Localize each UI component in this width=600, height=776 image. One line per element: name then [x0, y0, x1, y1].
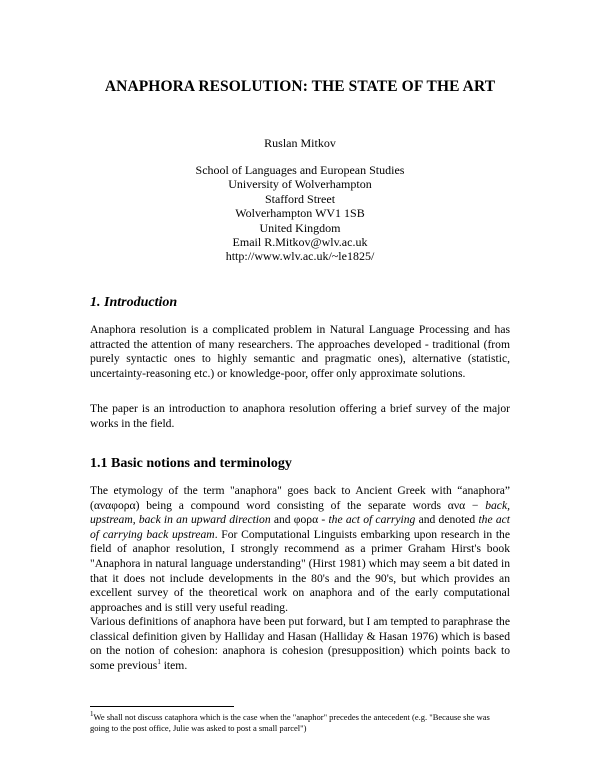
basic-notions-paragraph-1 — [90, 484, 510, 615]
italic-gloss-carrying: the act of carrying — [328, 513, 416, 527]
basic-notions-paragraph-2 — [90, 615, 510, 673]
text-run: and φορα - — [270, 513, 329, 527]
introduction-paragraph-2: The paper is an introduction to anaphora resolution offering a brief survey of the major works in the field. — [90, 402, 510, 430]
footnote-marker: 1 — [90, 710, 94, 719]
introduction-paragraph-1: Anaphora resolution is a complicated problem in Natural Language Processing and has attracted the attention of many researchers. The approaches developed - traditional (from purely syntactic ones to highly semantic and pragmatic ones), alternative (statistic, uncertainty-reasoning etc.) or knowledge-poor, offer only approximate solutions. — [90, 323, 510, 380]
text-run: . For Computational Linguists embarking upon research in the field of anaphor resolution, I strongly recommend as a primer Graham Hirst's book "Anaphora in natural language understanding" (Hirst 1981) which may seem a bit dated in that it does not include developments in the 80's and the 90's, but which provides an excellent survey of the theoretical work on anaphora and of the early computational approaches and is still very useful reading. — [90, 527, 511, 614]
affiliation-email: Email R.Mitkov@wlv.ac.uk — [232, 235, 368, 250]
affiliation-school: School of Languages and European Studies — [195, 163, 405, 177]
affiliation-street: Stafford Street — [264, 191, 336, 206]
footnote — [90, 712, 510, 734]
paper-title: ANAPHORA RESOLUTION: THE STATE OF THE ART — [104, 78, 496, 95]
italic-gloss-carrying-back: the act of carrying back upstream — [90, 513, 510, 541]
section-heading-basic-notions: 1.1 Basic notions and terminology — [90, 456, 292, 471]
text-run: item. — [160, 658, 188, 672]
author-name: Ruslan Mitkov — [264, 136, 336, 150]
text-run: and denoted — [415, 513, 479, 527]
footnote-text: We shall not discuss cataphora which is the case when the "anaphor" precedes the antecedent (e.g. "Because she was going to the post office, Julie was asked to post a small parcel") — [90, 712, 490, 733]
text-run: Various definitions of anaphora have been put forward, but I am tempted to paraphrase the classical definition given by Halliday and Hasan (Halliday & Hasan 1976) which is based on the notion of cohesion: anaphora is cohesion (presupposition) which points back to some previous — [90, 615, 510, 672]
affiliation-university: University of Wolverhampton — [228, 177, 372, 192]
footnote-divider — [90, 706, 234, 707]
author-affiliation — [0, 163, 600, 264]
footnote-reference[interactable]: 1 — [157, 657, 161, 666]
affiliation-country: United Kingdom — [259, 220, 341, 235]
affiliation-city: Wolverhampton WV1 1SB — [235, 206, 365, 221]
text-run: The etymology of the term "anaphora" goes back to Ancient Greek with “anaphora” (αναφορα) being a compound word consisting of the separate words ανα − — [90, 484, 510, 512]
italic-gloss-back: back, upstream, back in an upward direction — [90, 498, 510, 527]
affiliation-url: http://www.wlv.ac.uk/~le1825/ — [225, 249, 375, 264]
section-heading-introduction: 1. Introduction — [90, 295, 178, 310]
